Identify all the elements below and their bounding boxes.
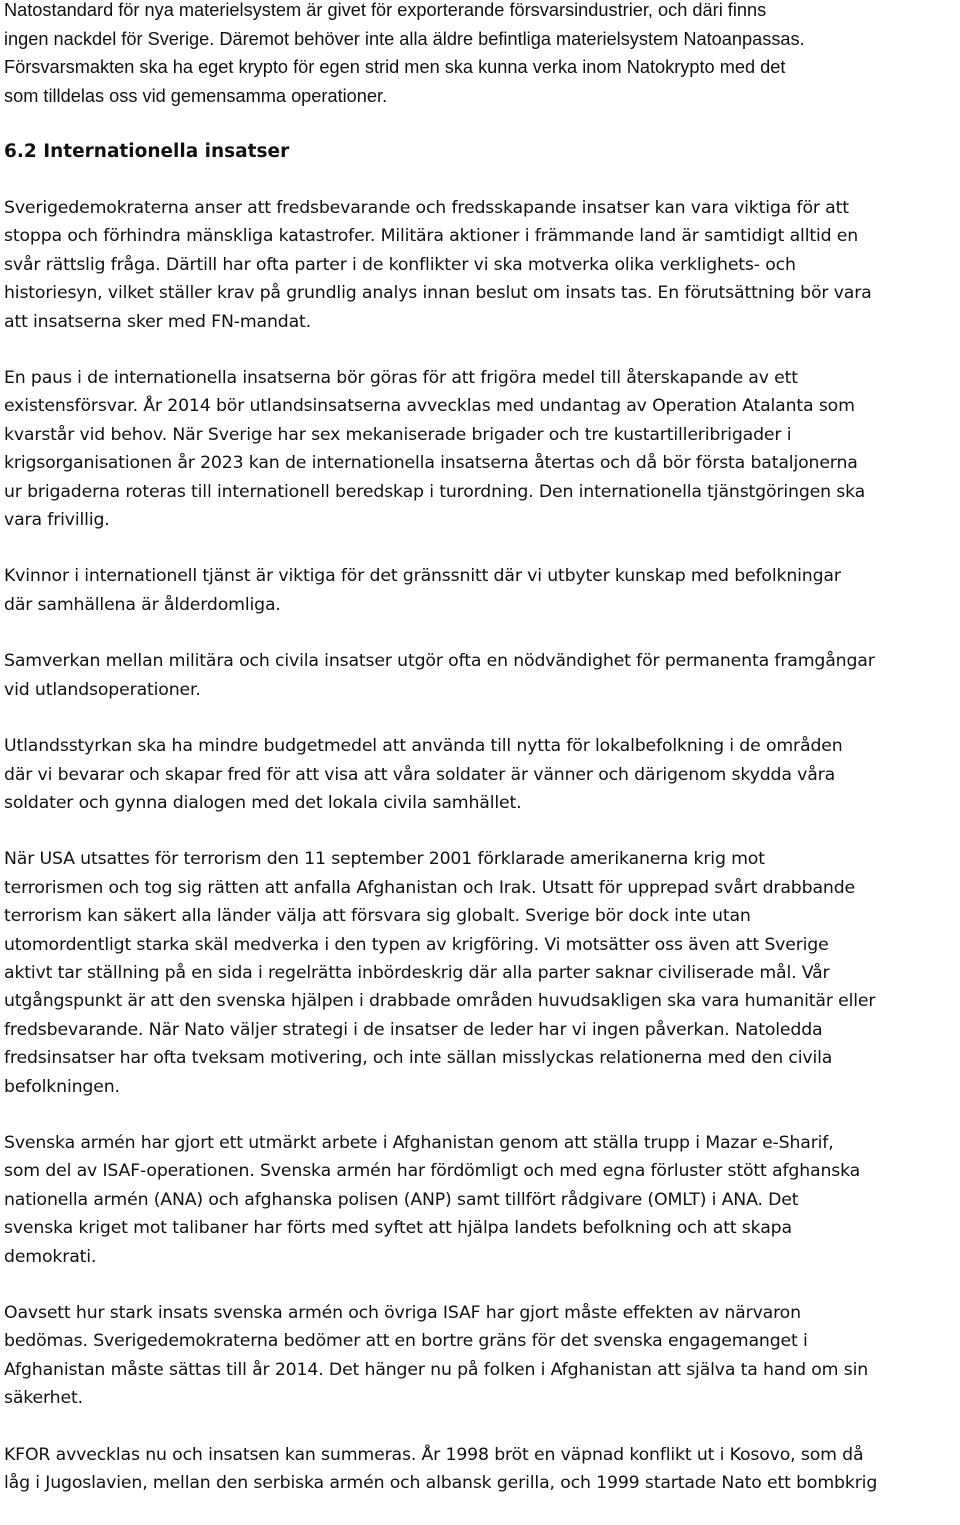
text-line: säkerhet. — [4, 1388, 83, 1409]
text-line: När USA utsattes för terrorism den 11 september 2001 förklarade amerikanerna krig mot — [4, 849, 765, 870]
paragraph — [4, 562, 960, 619]
text-line: vid utlandsoperationer. — [4, 679, 201, 700]
text-line: svår rättslig fråga. Därtill har ofta parter i de konflikter vi ska motverka olika verklighets- och — [4, 254, 796, 275]
text-line: som del av ISAF-operationen. Svenska armén har fördömligt och med egna förluster stött afghanska — [4, 1161, 861, 1182]
text-line: befolkningen. — [4, 1076, 120, 1097]
paragraph — [4, 732, 960, 817]
text-line: ur brigaderna roteras till internationell beredskap i turordning. Den internationella tjänstgöringen ska — [4, 481, 866, 502]
text-line: nationella armén (ANA) och afghanska polisen (ANP) samt tillfört rådgivare (OMLT) i ANA. Det — [4, 1189, 799, 1210]
text-line: stoppa och förhindra mänskliga katastrofer. Militära aktioner i främmande land är samtidigt alltid en — [4, 226, 859, 247]
text-line: Utlandsstyrkan ska ha mindre budgetmedel att använda till nytta för lokalbefolkning i de områden — [4, 736, 843, 757]
text-line: där vi bevarar och skapar fred för att visa att våra soldater är vänner och därigenom skydda våra — [4, 764, 836, 785]
text-line: terrorismen och tog sig rätten att anfalla Afghanistan och Irak. Utsatt för upprepad svårt drabbande — [4, 877, 855, 898]
paragraph — [4, 364, 960, 534]
text-line: vara frivillig. — [4, 510, 110, 531]
paragraph — [4, 194, 960, 336]
paragraph — [4, 845, 960, 1101]
text-line: Samverkan mellan militära och civila insatser utgör ofta en nödvändighet för permanenta framgångar — [4, 651, 875, 672]
text-line: låg i Jugoslavien, mellan den serbiska armén och albansk gerilla, och 1999 startade Nato ett bombkrig — [4, 1473, 878, 1494]
text-line: fredsbevarande. När Nato väljer strategi i de insatser de leder har vi ingen påverkan. Natoledda — [4, 1019, 823, 1040]
paragraph — [4, 1129, 960, 1271]
intro-paragraph — [4, 0, 960, 110]
text-line: aktivt tar ställning på en sida i regelrätta inbördeskrig där alla parter saknar civiliserade mål. Vår — [4, 962, 830, 983]
text-line: historiesyn, vilket ställer krav på grundlig analys innan beslut om insats tas. En förutsättning bör vara — [4, 283, 872, 304]
text-line: Svenska armén har gjort ett utmärkt arbete i Afghanistan genom att ställa trupp i Mazar e-Sharif, — [4, 1132, 834, 1153]
text-line: krigsorganisationen år 2023 kan de internationella insatserna återtas och då bör första bataljonerna — [4, 453, 858, 474]
text-line: som tilldelas oss vid gemensamma operationer. — [4, 85, 388, 106]
text-line: Försvarsmakten ska ha eget krypto för egen strid men ska kunna verka inom Natokrypto med det — [4, 57, 786, 77]
section-heading: 6.2 Internationella insatser — [4, 141, 290, 162]
text-line: utomordentligt starka skäl medverka i den typen av krigföring. Vi motsätter oss även att Sverige — [4, 934, 829, 955]
text-line: soldater och gynna dialogen med det lokala civila samhället. — [4, 792, 522, 813]
text-line: KFOR avvecklas nu och insatsen kan summeras. År 1998 bröt en väpnad konflikt ut i Kosovo, som då — [4, 1444, 864, 1465]
text-line: fredsinsatser har ofta tveksam motivering, och inte sällan misslyckas relationerna med den civila — [4, 1048, 833, 1069]
text-line: Kvinnor i internationell tjänst är viktiga för det gränssnitt där vi utbyter kunskap med befolkningar — [4, 566, 841, 587]
paragraph — [4, 647, 960, 704]
paragraph — [4, 1299, 960, 1413]
text-line: svenska kriget mot talibaner har förts med syftet att hjälpa landets befolkning och att skapa — [4, 1218, 792, 1239]
text-line: Oavsett hur stark insats svenska armén och övriga ISAF har gjort måste effekten av närvaron — [4, 1303, 801, 1323]
text-line: Sverigedemokraterna anser att fredsbevarande och fredsskapande insatser kan vara viktiga för att — [4, 198, 849, 218]
text-line: utgångspunkt är att den svenska hjälpen i drabbade områden huvudsakligen ska vara humanitär eller — [4, 991, 876, 1012]
text-line: där samhällena är ålderdomliga. — [4, 594, 281, 615]
paragraph — [4, 1441, 960, 1498]
text-line: ingen nackdel för Sverige. Däremot behöver inte alla äldre befintliga materielsystem Natoanpassas. — [4, 28, 805, 49]
text-line: Afghanistan måste sättas till år 2014. Det hänger nu på folken i Afghanistan att själva ta hand om sin — [4, 1359, 869, 1380]
text-line: En paus i de internationella insatserna bör göras för att frigöra medel till återskapande av ett — [4, 368, 798, 389]
text-line: bedömas. Sverigedemokraterna bedömer att en bortre gräns för det svenska engagemanget i — [4, 1331, 808, 1352]
text-line: terrorism kan säkert alla länder välja att försvara sig globalt. Sverige bör dock inte utan — [4, 906, 751, 927]
text-line: existensförsvar. År 2014 bör utlandsinsatserna avvecklas med undantag av Operation Atalanta som — [4, 396, 855, 417]
text-line: Natostandard för nya materielsystem är givet för exporterande försvarsindustrier, och däri finns — [4, 0, 767, 20]
text-line: demokrati. — [4, 1246, 97, 1267]
text-line: kvarstår vid behov. När Sverige har sex mekaniserade brigader och tre kustartilleribrigader i — [4, 424, 792, 445]
text-line: att insatserna sker med FN-mandat. — [4, 311, 311, 332]
